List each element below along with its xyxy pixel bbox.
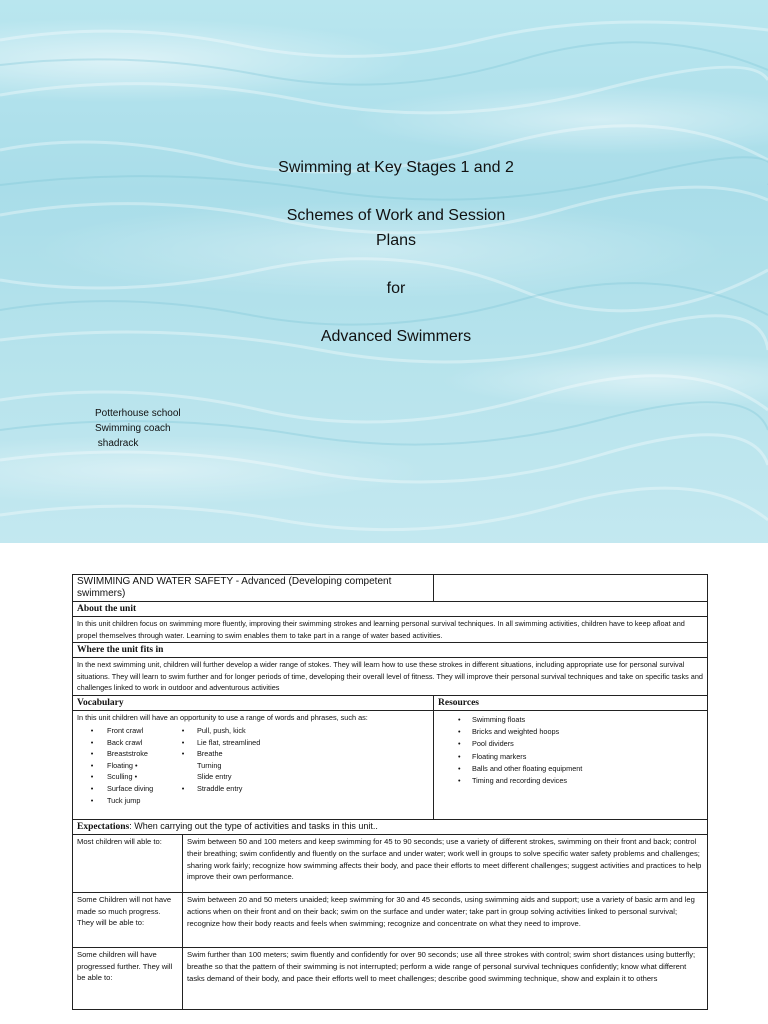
vocab-bullet: • (90, 749, 94, 759)
resources-heading: Resources (434, 695, 708, 710)
vocab-term: Straddle entry (197, 783, 243, 793)
where-heading: Where the unit fits in (73, 643, 708, 658)
vocab-row (77, 748, 429, 760)
vocab-bullet: • (90, 783, 94, 793)
resource-item (438, 763, 703, 775)
vocab-list (77, 725, 429, 806)
level-what: Swim between 20 and 50 meters unaided; keep swimming for 30 and 45 seconds, using swimming aids and support; use a variety of basic arm and leg actions when on their front and on their back; swim on the surface and under water; take part in group solving activities linked to personal survival; recognize how their body reacts and feels when swimming; recognize and concentrate on what they need to improve. (183, 893, 708, 948)
bullet-icon: • (458, 764, 461, 774)
about-text: In this unit children focus on swimming more fluently, improving their swimming strokes and learning personal survival techniques. In all swimming activities, children have to keep afloat and propel themselves through water. Learning to swim enables them to take part in a range of water based activities. (73, 617, 708, 643)
resource-label: Balls and other floating equipment (472, 764, 583, 774)
level-what: Swim further than 100 meters; swim fluently and confidently for over 90 seconds; use all three strokes with control; swim short distances using butterfly; breathe so that the pattern of their swimming is not interrupted; perform a wide range of personal survival techniques confidently; know what different tasks demand of their body, and pace their efforts well to meet challenges; describe good swimming technique, show and explain it to others (183, 948, 708, 1010)
title-line: Schemes of Work and Session (286, 207, 506, 224)
resource-item (438, 714, 703, 726)
bullet-icon: • (458, 751, 461, 761)
resource-label: Bricks and weighted hoops (472, 726, 560, 736)
expectations-row (73, 819, 708, 835)
vocab-row (77, 725, 429, 737)
bullet-icon: • (458, 726, 461, 736)
vocab-bullet: • (90, 795, 94, 805)
title-line: Plans (375, 232, 417, 249)
cover-title (0, 155, 768, 349)
title-line: Swimming at Key Stages 1 and 2 (278, 159, 514, 176)
vocab-term: Surface diving (107, 783, 154, 793)
resources-cell (434, 710, 708, 819)
vocab-row (77, 737, 429, 749)
vocab-row (77, 760, 429, 772)
resource-label: Floating markers (472, 751, 527, 761)
vocab-row (77, 771, 429, 783)
vocab-bullet (169, 795, 197, 807)
resource-item (438, 775, 703, 787)
level-row (73, 835, 708, 893)
vocab-bullet: • (90, 772, 94, 782)
bullet-icon: • (458, 739, 461, 749)
vocab-bullet: • (90, 760, 94, 770)
level-row (73, 948, 708, 1010)
level-what: Swim between 50 and 100 meters and keep swimming for 45 to 90 seconds; use a variety of different strokes, swimming on their front and back; control their breathing; swim confidently and fluently on the surface and under water; work well in groups to solve specific water safety problems and challenges; sharing work fairly; recognize how swimming affects their body, and pace their efforts to meet different challenges; suggest activities and practices to help improve their own performance. (183, 835, 708, 893)
vocab-row (77, 783, 429, 795)
about-heading: About the unit (73, 602, 708, 617)
resource-label: Swimming floats (472, 714, 526, 724)
vocab-term: Breaststroke (107, 749, 148, 759)
vocab-term: Front crawl (107, 726, 144, 735)
resources-list (438, 714, 703, 788)
title-line: Advanced Swimmers (320, 328, 472, 345)
resource-label: Pool dividers (472, 739, 514, 749)
vocab-term: Lie flat, streamlined (197, 737, 261, 747)
credit-line: Potterhouse school (95, 408, 181, 419)
vocab-bullet: • (181, 749, 185, 759)
bullet-icon: • (458, 776, 461, 786)
where-text: In the next swimming unit, children will further develop a wider range of stokes. They will learn how to use these strokes in different situations, including appropriate use for personal survival situations. They will learn to swim further and for longer periods of time, developing their overall level of fitness. They will improve their personal survival techniques and take on specific tasks and challenges linked to work in outdoor and adventurous activities (73, 658, 708, 696)
credit-line: Swimming coach (95, 423, 171, 434)
vocab-intro: In this unit children will have an opportunity to use a range of words and phrases, such as: (77, 712, 368, 722)
unit-title: SWIMMING AND WATER SAFETY - Advanced (Developing competent swimmers) (73, 575, 434, 602)
vocab-term: Floating • (107, 760, 138, 770)
vocab-term: Breathe (197, 749, 223, 759)
vocab-term: Tuck jump (107, 795, 141, 805)
title-line: for (386, 280, 406, 297)
vocab-bullet (169, 760, 197, 772)
resource-item (438, 726, 703, 738)
vocab-term: Turning (197, 760, 222, 770)
resource-label: Timing and recording devices (472, 776, 568, 786)
vocab-cell (73, 710, 434, 819)
vocab-term: Slide entry (197, 772, 232, 782)
level-row (73, 893, 708, 948)
vocab-term: Pull, push, kick (197, 726, 246, 735)
vocab-bullet: • (181, 737, 185, 747)
vocab-term: Back crawl (107, 737, 143, 747)
vocab-bullet: • (181, 783, 185, 793)
level-who: Some Children will not have made so much progress. They will be able to: (73, 893, 183, 948)
bullet-icon: • (458, 714, 461, 724)
resource-item (438, 751, 703, 763)
vocab-bullet: • (90, 726, 94, 735)
level-who: Some children will have progressed further. They will be able to: (73, 948, 183, 1010)
level-who: Most children will able to: (73, 835, 183, 893)
vocab-term: Sculling • (107, 772, 138, 782)
vocab-bullet (169, 771, 197, 783)
vocab-bullet: • (181, 726, 185, 735)
credit-line: shadrack (95, 438, 139, 449)
vocab-bullet: • (90, 737, 94, 747)
resource-item (438, 738, 703, 750)
author-credit (95, 406, 181, 451)
vocab-heading: Vocabulary (73, 695, 434, 710)
unit-table (72, 574, 708, 1010)
expectations-text: : When carrying out the type of activities and tasks in this unit.. (129, 820, 378, 831)
vocab-row (77, 795, 429, 807)
expectations-label: Expectations (77, 821, 130, 832)
